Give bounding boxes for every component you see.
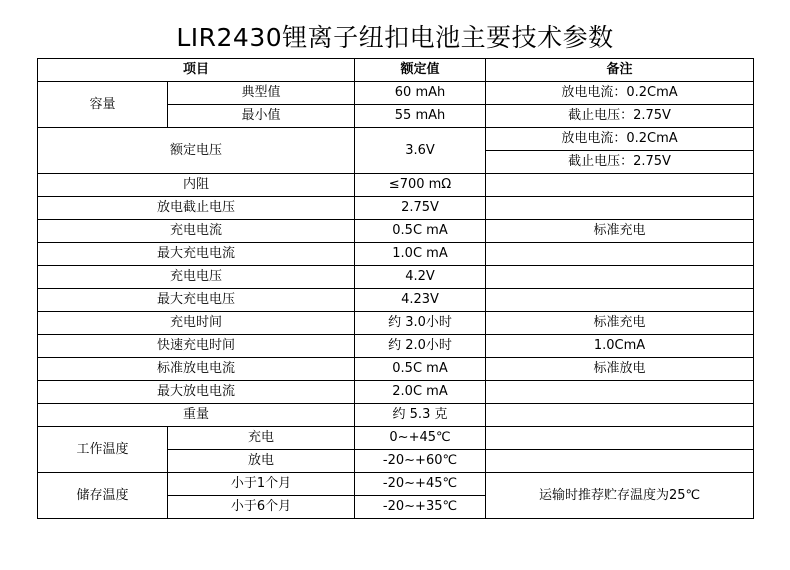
working-temp-discharge-name: 放电 — [168, 450, 355, 473]
row-note — [486, 197, 754, 220]
row-note: 标准充电 — [486, 312, 754, 335]
row-label: 最大放电电流 — [38, 381, 355, 404]
table-row — [38, 289, 754, 312]
row-value: 约 3.0小时 — [355, 312, 486, 335]
row-note — [486, 243, 754, 266]
table-row — [38, 197, 754, 220]
table-row — [38, 427, 754, 450]
storage-temp-1month-name: 小于1个月 — [168, 473, 355, 496]
row-value: 1.0C mA — [355, 243, 486, 266]
table-row — [38, 220, 754, 243]
table-row — [38, 473, 754, 496]
row-label: 放电截止电压 — [38, 197, 355, 220]
row-value: 约 2.0小时 — [355, 335, 486, 358]
working-temp-label: 工作温度 — [38, 427, 168, 473]
table-row — [38, 381, 754, 404]
working-temp-discharge-value: -20~+60℃ — [355, 450, 486, 473]
row-note — [486, 381, 754, 404]
table-row — [38, 404, 754, 427]
row-note: 1.0CmA — [486, 335, 754, 358]
row-label: 快速充电时间 — [38, 335, 355, 358]
row-value: 0.5C mA — [355, 358, 486, 381]
row-value: 0.5C mA — [355, 220, 486, 243]
row-note — [486, 174, 754, 197]
storage-temp-note: 运输时推荐贮存温度为25℃ — [486, 473, 754, 519]
row-label: 内阻 — [38, 174, 355, 197]
capacity-minimum-note: 截止电压：2.75V — [486, 105, 754, 128]
row-label: 充电时间 — [38, 312, 355, 335]
table-row — [38, 312, 754, 335]
row-label: 重量 — [38, 404, 355, 427]
table-row — [38, 243, 754, 266]
row-note — [486, 404, 754, 427]
spec-table — [37, 58, 754, 519]
row-label: 标准放电电流 — [38, 358, 355, 381]
header-note: 备注 — [486, 59, 754, 82]
header-rated: 额定值 — [355, 59, 486, 82]
table-row — [38, 82, 754, 105]
table-row — [38, 266, 754, 289]
storage-temp-label: 储存温度 — [38, 473, 168, 519]
row-label: 最大充电电流 — [38, 243, 355, 266]
table-row — [38, 128, 754, 151]
working-temp-discharge-note — [486, 450, 754, 473]
row-note — [486, 266, 754, 289]
rated-voltage-note-2: 截止电压：2.75V — [486, 151, 754, 174]
row-note: 标准充电 — [486, 220, 754, 243]
storage-temp-1month-value: -20~+45℃ — [355, 473, 486, 496]
capacity-minimum-name: 最小值 — [168, 105, 355, 128]
table-row — [38, 174, 754, 197]
row-note — [486, 289, 754, 312]
working-temp-charge-value: 0~+45℃ — [355, 427, 486, 450]
row-note: 标准放电 — [486, 358, 754, 381]
row-value: 4.2V — [355, 266, 486, 289]
rated-voltage-value: 3.6V — [355, 128, 486, 174]
rated-voltage-note-1: 放电电流：0.2CmA — [486, 128, 754, 151]
capacity-minimum-value: 55 mAh — [355, 105, 486, 128]
rated-voltage-label: 额定电压 — [38, 128, 355, 174]
row-value: 约 5.3 克 — [355, 404, 486, 427]
capacity-typical-name: 典型值 — [168, 82, 355, 105]
capacity-label: 容量 — [38, 82, 168, 128]
row-value: 4.23V — [355, 289, 486, 312]
row-label: 充电电压 — [38, 266, 355, 289]
table-row — [38, 335, 754, 358]
storage-temp-6months-name: 小于6个月 — [168, 496, 355, 519]
working-temp-charge-name: 充电 — [168, 427, 355, 450]
table-header-row — [38, 59, 754, 82]
storage-temp-6months-value: -20~+35℃ — [355, 496, 486, 519]
row-value: ≤700 mΩ — [355, 174, 486, 197]
working-temp-charge-note — [486, 427, 754, 450]
row-label: 最大充电电压 — [38, 289, 355, 312]
table-row — [38, 358, 754, 381]
row-value: 2.0C mA — [355, 381, 486, 404]
row-value: 2.75V — [355, 197, 486, 220]
capacity-typical-note: 放电电流：0.2CmA — [486, 82, 754, 105]
page-title: LIR2430锂离子纽扣电池主要技术参数 — [176, 23, 614, 52]
row-label: 充电电流 — [38, 220, 355, 243]
capacity-typical-value: 60 mAh — [355, 82, 486, 105]
header-item: 项目 — [38, 59, 355, 82]
